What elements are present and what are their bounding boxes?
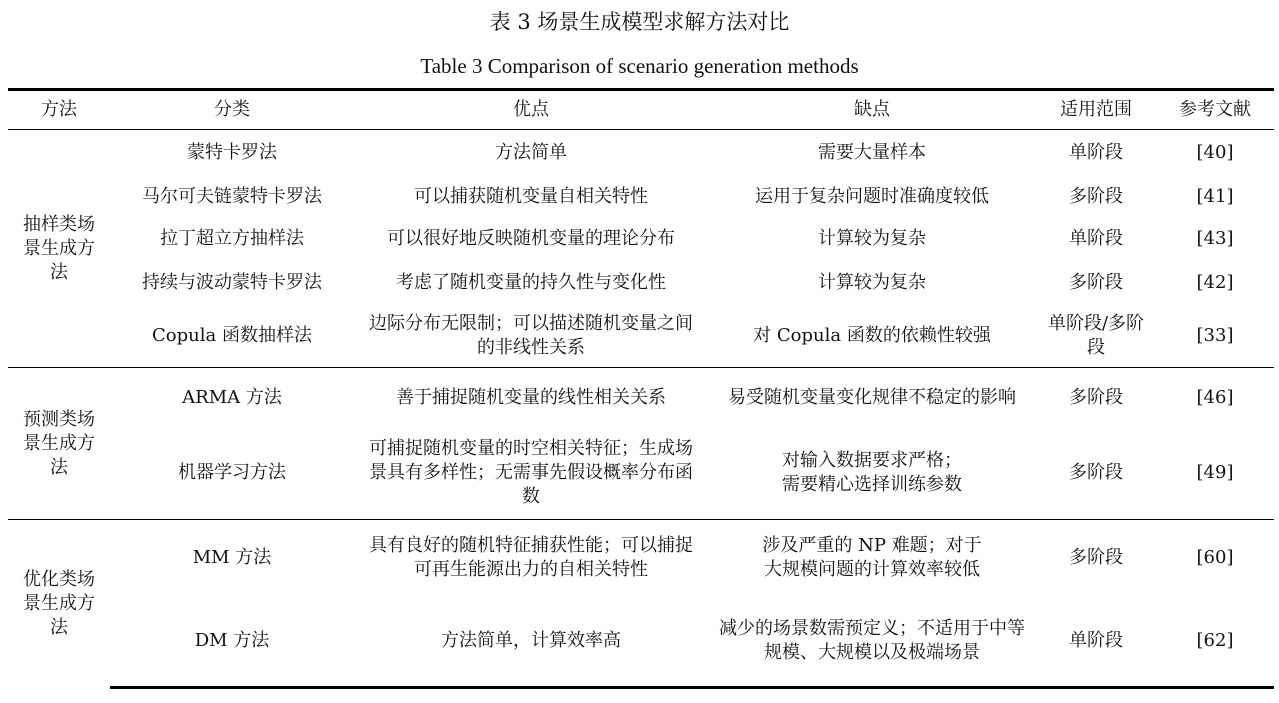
- cell-pro: 方法简单，计算效率高: [354, 596, 708, 688]
- cell-pro: 可以很好地反映随机变量的理论分布: [387, 227, 675, 249]
- cell-category: 蒙特卡罗法: [187, 141, 277, 163]
- header-method: 方法: [8, 90, 110, 130]
- cell-con: 对输入数据要求严格；需要精心选择训练参数: [782, 450, 962, 496]
- cell-scope: 多阶段: [1069, 185, 1123, 207]
- cell-con: 运用于复杂问题时准确度较低: [755, 185, 989, 207]
- cell-ref: [33]: [1196, 325, 1234, 347]
- cell-ref: [42]: [1196, 271, 1234, 293]
- cell-pro: 可捕捉随机变量的时空相关特征；生成场景具有多样性；无需事先假设概率分布函数: [369, 438, 693, 508]
- group-method-forecast: 预测类场景生成方法: [8, 368, 110, 520]
- cell-pro: 善于捕捉随机变量的线性相关关系: [354, 368, 708, 428]
- table-row: [8, 218, 1274, 260]
- cell-category: MM 方法: [110, 520, 354, 596]
- cell-con: 计算较为复杂: [818, 271, 926, 293]
- cell-category: ARMA 方法: [110, 368, 354, 428]
- cell-pro: 考虑了随机变量的持久性与变化性: [396, 271, 666, 293]
- table-row: [8, 596, 1274, 688]
- cell-con: 对 Copula 函数的依赖性较强: [753, 325, 991, 347]
- cell-ref: [41]: [1196, 185, 1234, 207]
- cell-category: 拉丁超立方抽样法: [160, 227, 304, 249]
- table-row: [8, 428, 1274, 520]
- cell-scope: 多阶段: [1069, 462, 1123, 484]
- header-scope: 适用范围: [1036, 90, 1156, 130]
- header-reference: 参考文献: [1156, 90, 1274, 130]
- cell-scope: 单阶段: [1036, 596, 1156, 688]
- cell-scope: 单阶段: [1069, 227, 1123, 249]
- cell-ref: [60]: [1156, 520, 1274, 596]
- cell-scope: 单阶段: [1069, 141, 1123, 163]
- cell-con: 计算较为复杂: [818, 227, 926, 249]
- header-row: [8, 90, 1274, 130]
- cell-con: 减少的场景数需预定义；不适用于中等规模、大规模以及极端场景: [708, 596, 1036, 688]
- cell-ref: [40]: [1196, 141, 1234, 163]
- header-category: 分类: [110, 90, 354, 130]
- table-row: [8, 368, 1274, 428]
- cell-scope: 单阶段/多阶段: [1047, 313, 1145, 359]
- table-caption-en: Table 3 Comparison of scenario generation methods: [420, 54, 859, 78]
- cell-ref: [62]: [1156, 596, 1274, 688]
- cell-pro: 具有良好的随机特征捕获性能；可以捕捉可再生能源出力的自相关特性: [354, 520, 708, 596]
- cell-category: 机器学习方法: [178, 462, 286, 484]
- cell-scope: 多阶段: [1036, 368, 1156, 428]
- cell-con: 易受随机变量变化规律不稳定的影响: [708, 368, 1036, 428]
- cell-scope: 多阶段: [1036, 520, 1156, 596]
- group-method-optimization: 优化类场景生成方法: [8, 520, 110, 688]
- cell-ref: [43]: [1196, 227, 1234, 249]
- cell-pro: 边际分布无限制；可以描述随机变量之间的非线性关系: [369, 313, 693, 359]
- table-row: [8, 130, 1274, 176]
- cell-pro: 方法简单: [495, 141, 567, 163]
- cell-category: DM 方法: [110, 596, 354, 688]
- comparison-table: [8, 88, 1274, 689]
- cell-con: 需要大量样本: [818, 141, 926, 163]
- table-caption-cn: 表 3 场景生成模型求解方法对比: [489, 10, 790, 34]
- cell-category: 持续与波动蒙特卡罗法: [142, 271, 322, 293]
- cell-category: 马尔可夫链蒙特卡罗法: [142, 185, 322, 207]
- cell-pro: 可以捕获随机变量自相关特性: [414, 185, 648, 207]
- table-row: [8, 306, 1274, 368]
- cell-con: 涉及严重的 NP 难题；对于大规模问题的计算效率较低: [708, 520, 1036, 596]
- cell-category: Copula 函数抽样法: [152, 325, 312, 347]
- table-row: [8, 260, 1274, 306]
- cell-ref: [49]: [1196, 462, 1234, 484]
- header-advantages: 优点: [354, 90, 708, 130]
- header-disadvantages: 缺点: [708, 90, 1036, 130]
- table-row: [8, 176, 1274, 218]
- group-method-sampling: 抽样类场景生成方法: [23, 213, 95, 283]
- cell-ref: [46]: [1156, 368, 1274, 428]
- cell-scope: 多阶段: [1069, 271, 1123, 293]
- table-row: [8, 520, 1274, 596]
